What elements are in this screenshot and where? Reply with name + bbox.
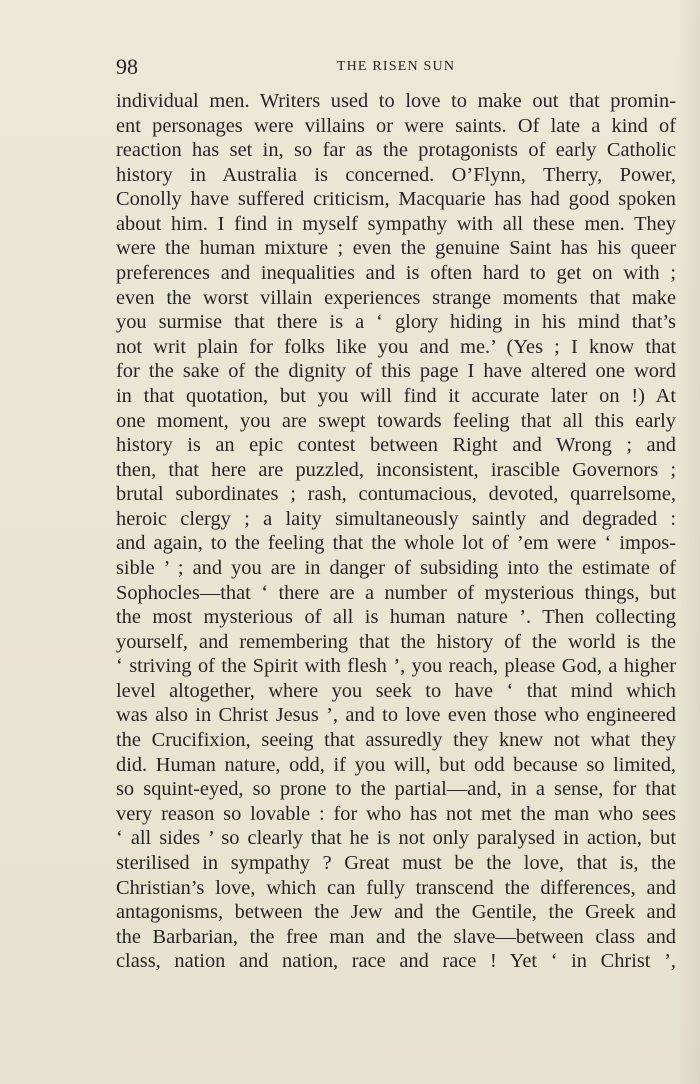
page-number: 98 bbox=[116, 54, 138, 79]
text-line: one moment, you are swept towards feeling that all this early bbox=[116, 409, 676, 432]
text-line: sterilised in sympathy ? Great must be the love, that is, the bbox=[116, 851, 676, 874]
text-line: preferences and inequalities and is often hard to get on with ; bbox=[116, 262, 676, 285]
text-line: sible ’ ; and you are in danger of subsiding into the estimate of bbox=[116, 556, 676, 579]
text-line: and again, to the feeling that the whole lot of ’em were ‘ impos- bbox=[116, 532, 676, 555]
text-line: ent personages were villains or were saints. Of late a kind of bbox=[116, 114, 676, 137]
text-line: Sophocles—that ‘ there are a number of mysterious things, but bbox=[116, 581, 676, 604]
text-line: ‘ all sides ’ so clearly that he is not only paralysed in action, but bbox=[116, 827, 676, 850]
text-line: the Crucifixion, seeing that assuredly they knew not what they bbox=[116, 729, 676, 752]
text-line: not writ plain for folks like you and me.’ (Yes ; I know that bbox=[116, 335, 676, 358]
text-line: Conolly have suffered criticism, Macquarie has had good spoken bbox=[116, 188, 676, 211]
text-line: history is an epic contest between Right and Wrong ; and bbox=[116, 434, 676, 457]
text-line: in that quotation, but you will find it accurate later on !) At bbox=[116, 384, 676, 407]
page-header bbox=[116, 54, 676, 84]
body-text bbox=[116, 89, 676, 974]
text-line: yourself, and remembering that the history of the world is the bbox=[116, 630, 676, 653]
text-line: level altogether, where you seek to have ‘ that mind which bbox=[116, 679, 676, 702]
text-line: about him. I find in myself sympathy with all these men. They bbox=[116, 212, 676, 235]
page-edge-shadow bbox=[678, 0, 700, 1084]
text-line: antagonisms, between the Jew and the Gentile, the Greek and bbox=[116, 901, 676, 924]
text-line: heroic clergy ; a laity simultaneously saintly and degraded : bbox=[116, 507, 676, 530]
running-head: THE RISEN SUN bbox=[336, 59, 456, 74]
text-line: even the worst villain experiences strange moments that make bbox=[116, 286, 676, 309]
text-line: was also in Christ Jesus ’, and to love even those who engineered bbox=[116, 704, 676, 727]
text-line: very reason so lovable : for who has not met the man who sees bbox=[116, 802, 676, 825]
text-line: so squint-eyed, so prone to the partial—and, in a sense, for that bbox=[116, 778, 676, 801]
text-line: the Barbarian, the free man and the slave—between class and bbox=[116, 925, 676, 948]
text-line: class, nation and nation, race and race ! Yet ‘ in Christ ’, bbox=[116, 950, 676, 973]
text-line: the most mysterious of all is human nature ’. Then collecting bbox=[116, 606, 676, 629]
text-line: then, that here are puzzled, inconsistent, irascible Governors ; bbox=[116, 458, 676, 481]
text-line: Christian’s love, which can fully transcend the differences, and bbox=[116, 876, 676, 899]
text-line: were the human mixture ; even the genuine Saint has his queer bbox=[116, 237, 676, 260]
text-line: you surmise that there is a ‘ glory hiding in his mind that’s bbox=[116, 311, 676, 334]
text-line: reaction has set in, so far as the protagonists of early Catholic bbox=[116, 139, 676, 162]
text-line: ‘ striving of the Spirit with flesh ’, you reach, please God, a higher bbox=[116, 655, 676, 678]
text-line: individual men. Writers used to love to make out that promin- bbox=[116, 90, 676, 112]
text-line: for the sake of the dignity of this page I have altered one word bbox=[116, 360, 676, 383]
text-line: did. Human nature, odd, if you will, but odd because so limited, bbox=[116, 753, 676, 776]
text-line: brutal subordinates ; rash, contumacious, devoted, quarrelsome, bbox=[116, 483, 676, 506]
text-line: history in Australia is concerned. O’Flynn, Therry, Power, bbox=[116, 163, 676, 186]
